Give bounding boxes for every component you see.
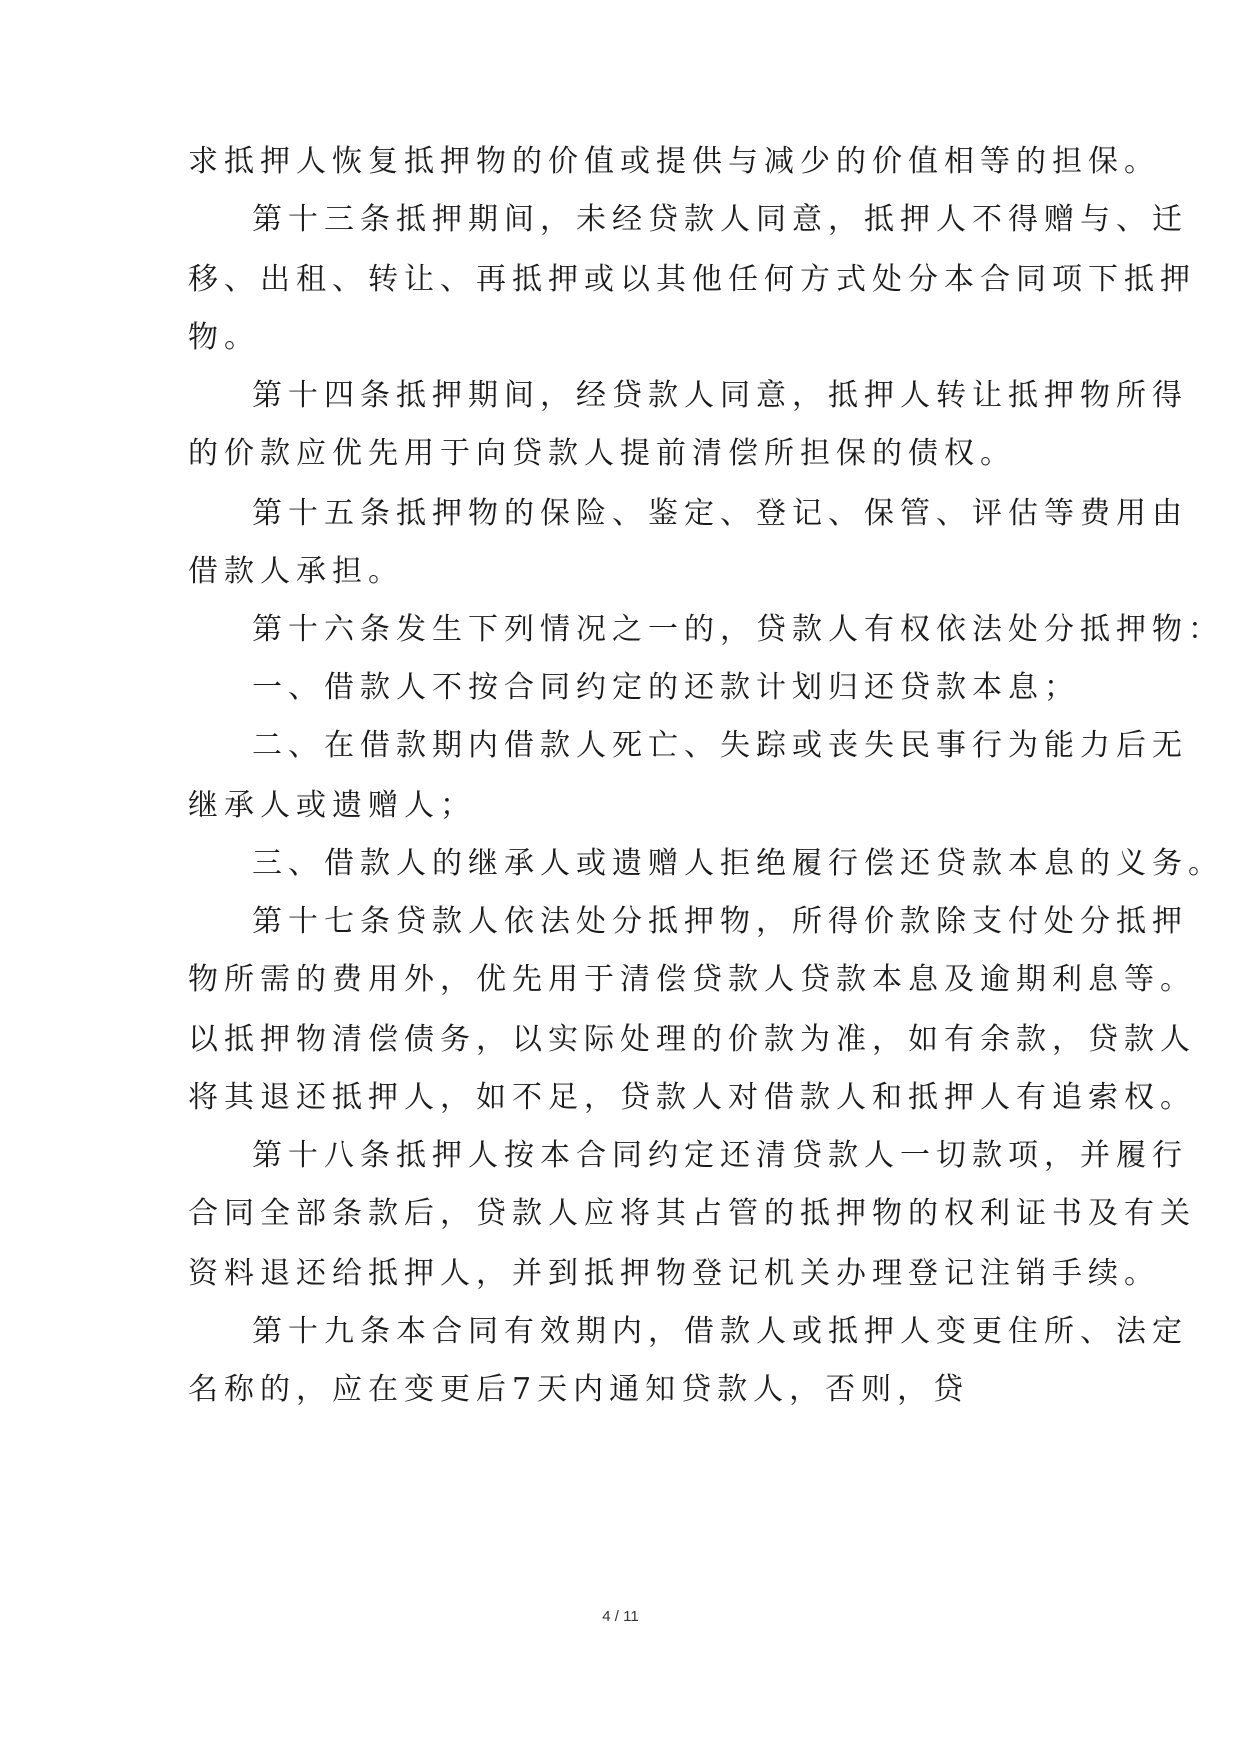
text-line: 名称的，应在变更后7天内通知贷款人，否则，贷 — [188, 1372, 970, 1407]
text-line: 的价款应优先用于向贷款人提前清偿所担保的债权。 — [188, 436, 1016, 471]
text-line: 第十七条贷款人依法处分抵押物，所得价款除支付处分抵押 — [252, 904, 1188, 939]
text-line: 借款人承担。 — [188, 554, 404, 589]
text-line: 将其退还抵押人，如不足，贷款人对借款人和抵押人有追索权。 — [188, 1080, 1196, 1115]
text-line: 第十三条抵押期间，未经贷款人同意，抵押人不得赠与、迁 — [252, 202, 1188, 237]
text-line: 物。 — [188, 320, 260, 355]
text-line: 三、借款人的继承人或遗赠人拒绝履行偿还贷款本息的义务。 — [252, 846, 1224, 881]
text-line: 物所需的费用外，优先用于清偿贷款人贷款本息及逾期利息等。 — [188, 962, 1196, 997]
text-line: 第十四条抵押期间，经贷款人同意，抵押人转让抵押物所得 — [252, 378, 1188, 413]
text-line: 第十六条发生下列情况之一的，贷款人有权依法处分抵押物： — [252, 612, 1224, 647]
text-line: 以抵押物清偿债务，以实际处理的价款为准，如有余款，贷款人 — [188, 1022, 1196, 1057]
text-line: 资料退还给抵押人，并到抵押物登记机关办理登记注销手续。 — [188, 1256, 1160, 1291]
text-line: 一、借款人不按合同约定的还款计划归还贷款本息； — [252, 670, 1080, 705]
page-number: 4 / 11 — [602, 1608, 639, 1625]
text-line: 移、出租、转让、再抵押或以其他任何方式处分本合同项下抵押 — [188, 262, 1196, 297]
text-line: 继承人或遗赠人； — [188, 788, 476, 823]
text-line: 第十五条抵押物的保险、鉴定、登记、保管、评估等费用由 — [252, 496, 1188, 531]
text-line: 第十八条抵押人按本合同约定还清贷款人一切款项，并履行 — [252, 1138, 1188, 1173]
text-line: 求抵押人恢复抵押物的价值或提供与减少的价值相等的担保。 — [188, 144, 1160, 179]
text-line: 第十九条本合同有效期内，借款人或抵押人变更住所、法定 — [252, 1314, 1188, 1349]
text-line: 二、在借款期内借款人死亡、失踪或丧失民事行为能力后无 — [252, 728, 1188, 763]
text-line: 合同全部条款后，贷款人应将其占管的抵押物的权利证书及有关 — [188, 1196, 1196, 1231]
